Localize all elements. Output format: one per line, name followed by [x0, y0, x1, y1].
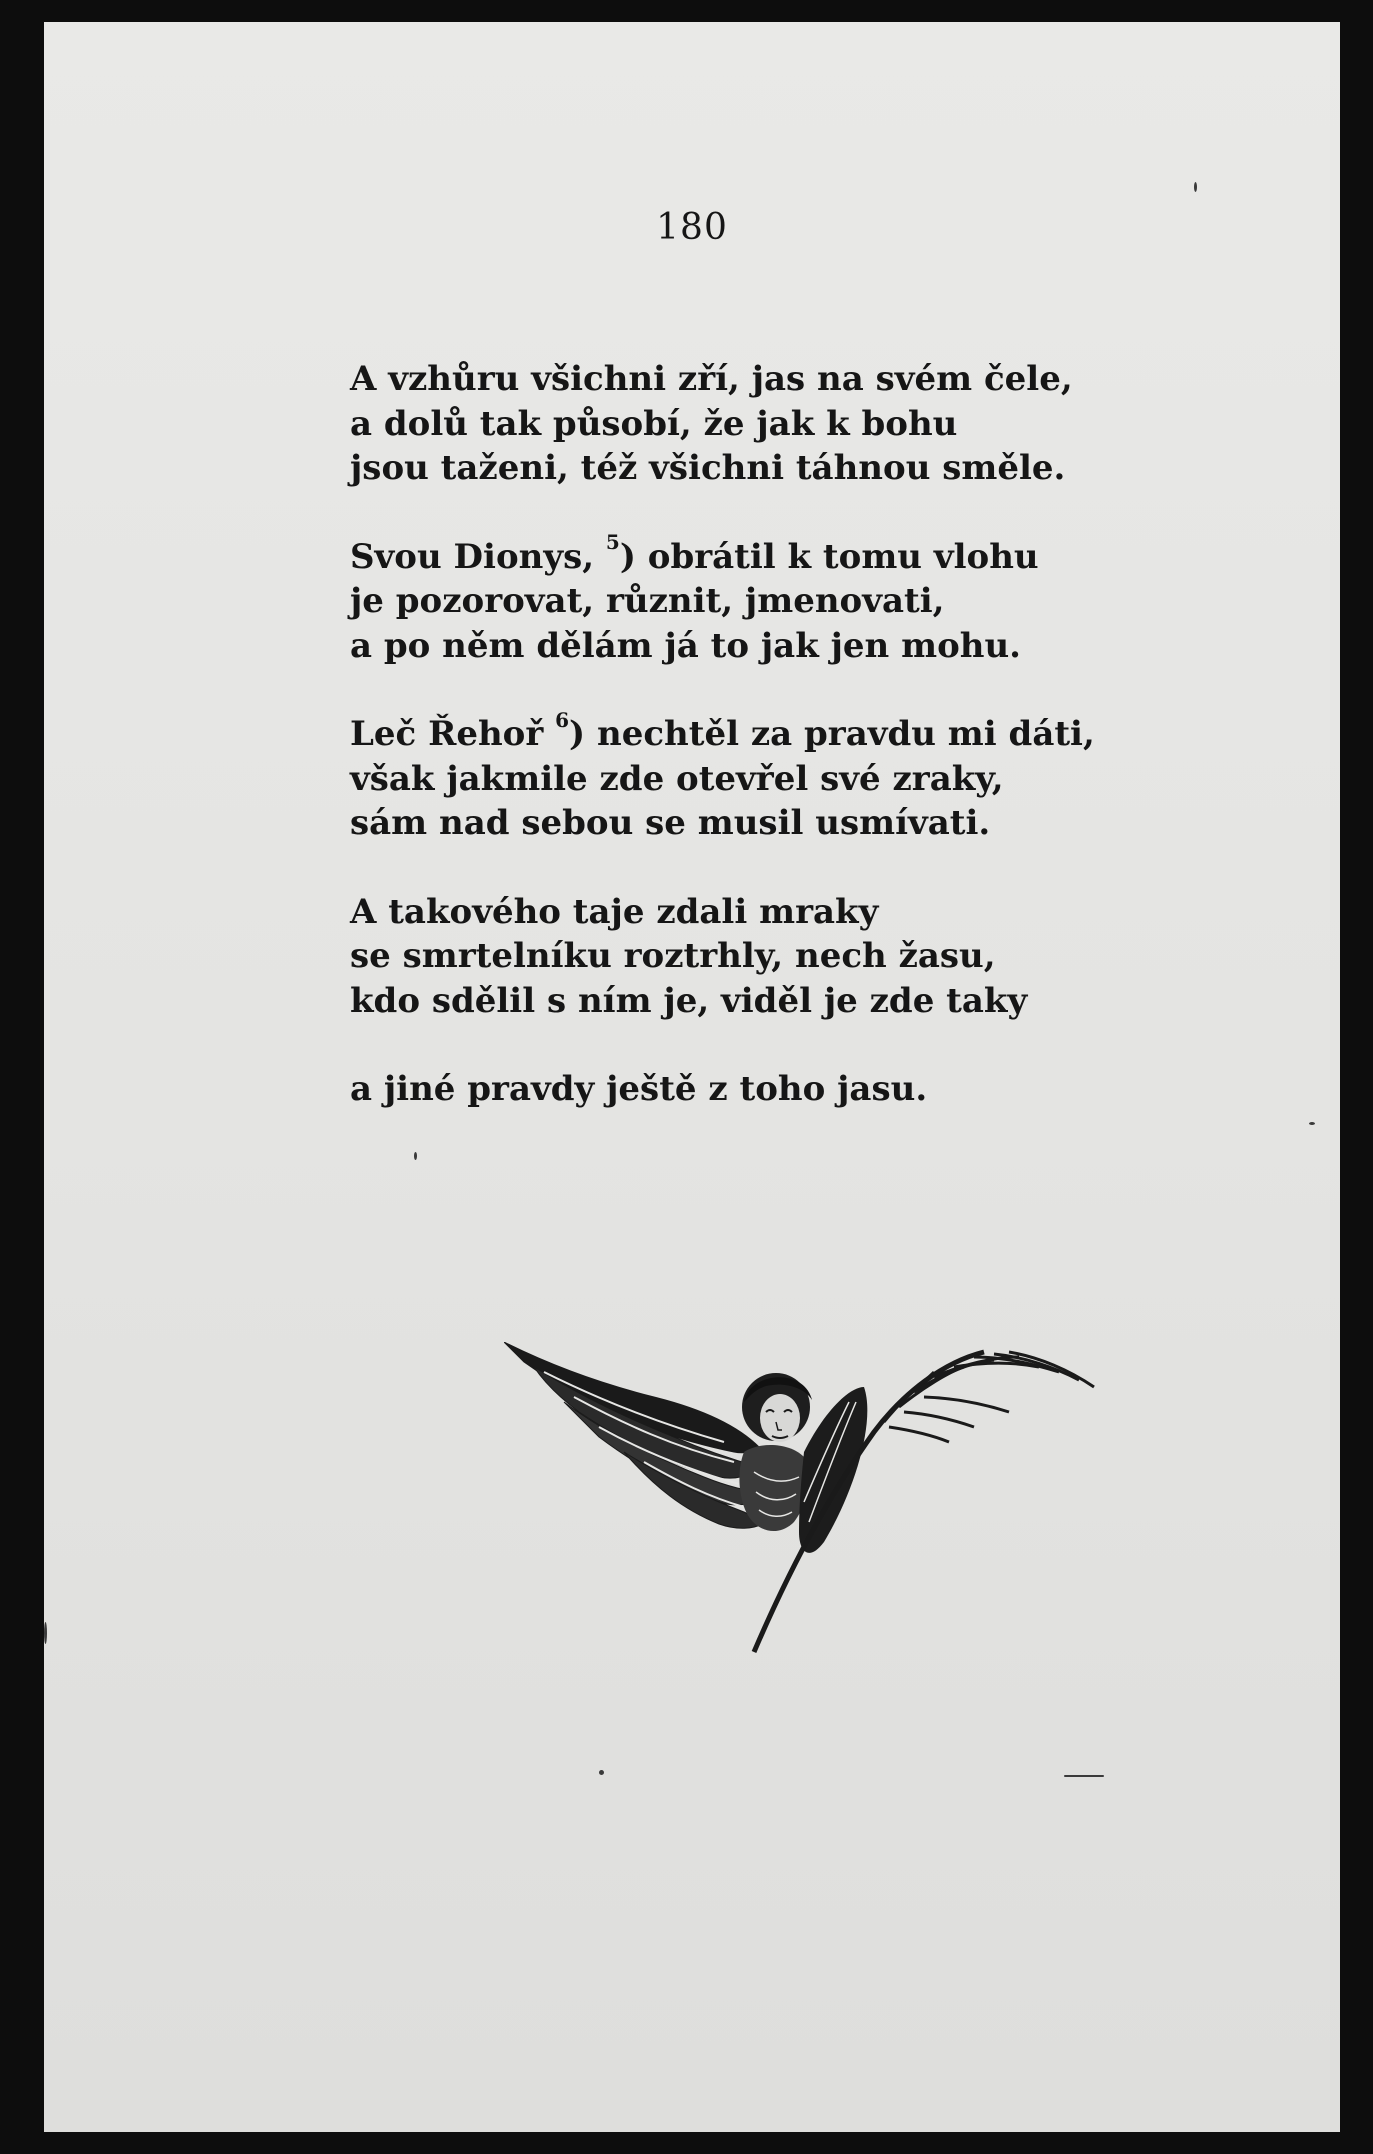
poem-line: A vzhůru všichni zří, jas na svém čele,	[350, 359, 1073, 399]
scan-speck	[414, 1152, 417, 1160]
page-number: 180	[656, 207, 728, 248]
poem-line	[350, 530, 1220, 580]
poem-line: A takového taje zdali mraky	[350, 891, 879, 932]
scan-speck	[1309, 1122, 1315, 1125]
poem-line: a dolů tak působí, že jak k bohu	[350, 403, 958, 444]
stanza-1	[350, 357, 1220, 491]
poem-line: je pozorovat, různit, jmenovati,	[350, 581, 945, 621]
footnote-marker: 6	[555, 707, 570, 732]
stanza-3	[350, 707, 1220, 846]
poem-line	[350, 707, 1220, 757]
scan-speck	[1194, 182, 1197, 192]
poem-line: však jakmile zde otevřel své zraky,	[350, 758, 1004, 799]
scan-speck	[44, 1622, 47, 1644]
poem-line: kdo sdělil s ním je, viděl je zde taky	[350, 980, 1028, 1021]
line-text: ) obrátil k tomu vlohu	[619, 536, 1039, 577]
stanza-2	[350, 530, 1220, 669]
scan-speck	[1064, 1775, 1104, 1777]
poem-line: a jiné pravdy ještě z toho jasu.	[350, 1069, 928, 1109]
book-page	[44, 22, 1340, 2132]
line-text: Leč Řehoř	[350, 714, 556, 754]
scan-speck	[599, 1770, 604, 1775]
poem-line: sám nad sebou se musil usmívati.	[350, 803, 991, 843]
footnote-marker: 5	[605, 530, 620, 555]
line-text: ) nechtěl za pravdu mi dáti,	[569, 714, 1095, 754]
poem	[350, 357, 1220, 1156]
line-text: Svou Dionys,	[350, 536, 606, 577]
stanza-4	[350, 890, 1220, 1024]
poem-line: jsou taženi, též všichni táhnou směle.	[350, 448, 1066, 488]
poem-line: a po něm dělám já to jak jen mohu.	[350, 625, 1022, 666]
stanza-5	[350, 1067, 1220, 1112]
poem-line: se smrtelníku roztrhly, nech žasu,	[350, 936, 996, 976]
winged-angel-with-palm-icon	[504, 1342, 1124, 1672]
